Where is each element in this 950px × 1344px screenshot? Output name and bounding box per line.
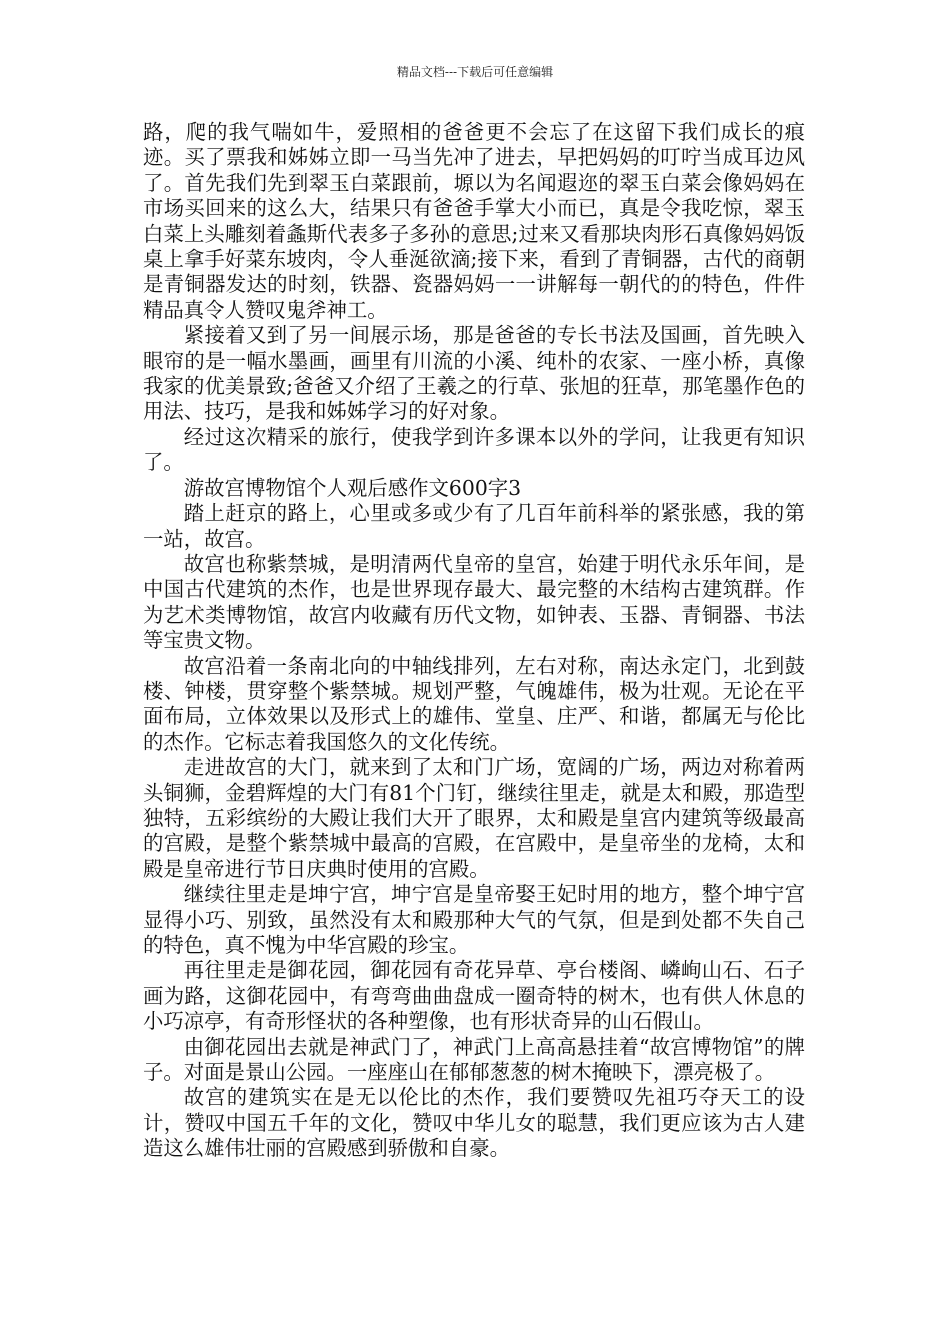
paragraph: 经过这次精采的旅行，使我学到许多课本以外的学问，让我更有知识了。	[143, 424, 805, 475]
document-body	[143, 120, 805, 1162]
page-header: 精品文档---下载后可任意编辑	[396, 65, 554, 79]
section-heading: 游故宫博物馆个人观后感作文600字3	[183, 475, 522, 500]
paragraph: 走进故宫的大门，就来到了太和门广场，宽阔的广场，两边对称着两头铜狮，金碧辉煌的大门有81个门钉，继续往里走，就是太和殿，那造型独特，五彩缤纷的大殿让我们大开了眼界，太和殿是皇宫内建筑等级最高的宫殿，是整个紫禁城中最高的宫殿，在宫殿中，是皇帝坐的龙椅，太和殿是皇帝进行节日庆典时使用的宫殿。	[143, 755, 805, 881]
paragraph: 踏上赶京的路上，心里或多或少有了几百年前科举的紧张感，我的第一站，故宫。	[143, 501, 805, 551]
paragraph: 故宫的建筑实在是无以伦比的杰作，我们要赞叹先祖巧夺天工的设计，赞叹中国五千年的文化，赞叹中华儿女的聪慧，我们更应该为古人建造这么雄伟壮丽的宫殿感到骄傲和自豪。	[143, 1085, 805, 1161]
paragraph: 再往里走是御花园，御花园有奇花异草、亭台楼阁、嶙峋山石、石子画为路，这御花园中，有弯弯曲曲盘成一圈奇特的树木，也有供人休息的小巧凉亭，有奇形怪状的各种塑像，也有形状奇异的山石假山。	[143, 958, 805, 1034]
paragraph: 由御花园出去就是神武门了，神武门上高高悬挂着“故宫博物馆”的牌子。对面是景山公园。一座座山在郁郁葱葱的树木掩映下，漂亮极了。	[143, 1034, 805, 1085]
paragraph: 紧接着又到了另一间展示场，那是爸爸的专长书法及国画，首先映入眼帘的是一幅水墨画，画里有川流的小溪、纯朴的农家、一座小桥，真像我家的优美景致;爸爸又介绍了王羲之的行草、张旭的狂草，那笔墨作色的用法、技巧，是我和姊姊学习的好对象。	[143, 323, 805, 424]
paragraph: 继续往里走是坤宁宫，坤宁宫是皇帝娶王妃时用的地方，整个坤宁宫显得小巧、别致，虽然没有太和殿那种大气的气氛，但是到处都不失自己的特色，真不愧为中华宫殿的珍宝。	[143, 882, 805, 957]
paragraph: 路，爬的我气喘如牛，爱照相的爸爸更不会忘了在这留下我们成长的痕迹。买了票我和姊姊立即一马当先冲了进去，早把妈妈的叮咛当成耳边风了。首先我们先到翠玉白菜跟前，塬以为名闻遐迩的翠玉白菜会像妈妈在市场买回来的这么大，结果只有爸爸手掌大小而已，真是令我吃惊，翠玉白菜上头雕刻着螽斯代表多子多孙的意思;过来又看那块肉形石真像妈妈饭桌上拿手好菜东坡肉，令人垂涎欲滴;接下来，看到了青铜器，古代的商朝是青铜器发达的时刻，铁器、瓷器妈妈一一讲解每一朝代的的特色，件件精品真令人赞叹鬼斧神工。	[143, 120, 805, 322]
paragraph: 故宫沿着一条南北向的中轴线排列，左右对称，南达永定门，北到鼓楼、钟楼，贯穿整个紫禁城。规划严整，气魄雄伟，极为壮观。无论在平面布局，立体效果以及形式上的雄伟、堂皇、庄严、和谐，都属无与伦比的杰作。它标志着我国悠久的文化传统。	[143, 653, 805, 754]
paragraph: 故宫也称紫禁城，是明清两代皇帝的皇宫，始建于明代永乐年间，是中国古代建筑的杰作，也是世界现存最大、最完整的木结构古建筑群。作为艺术类博物馆，故宫内收藏有历代文物，如钟表、玉器、青铜器、书法等宝贵文物。	[143, 551, 805, 653]
